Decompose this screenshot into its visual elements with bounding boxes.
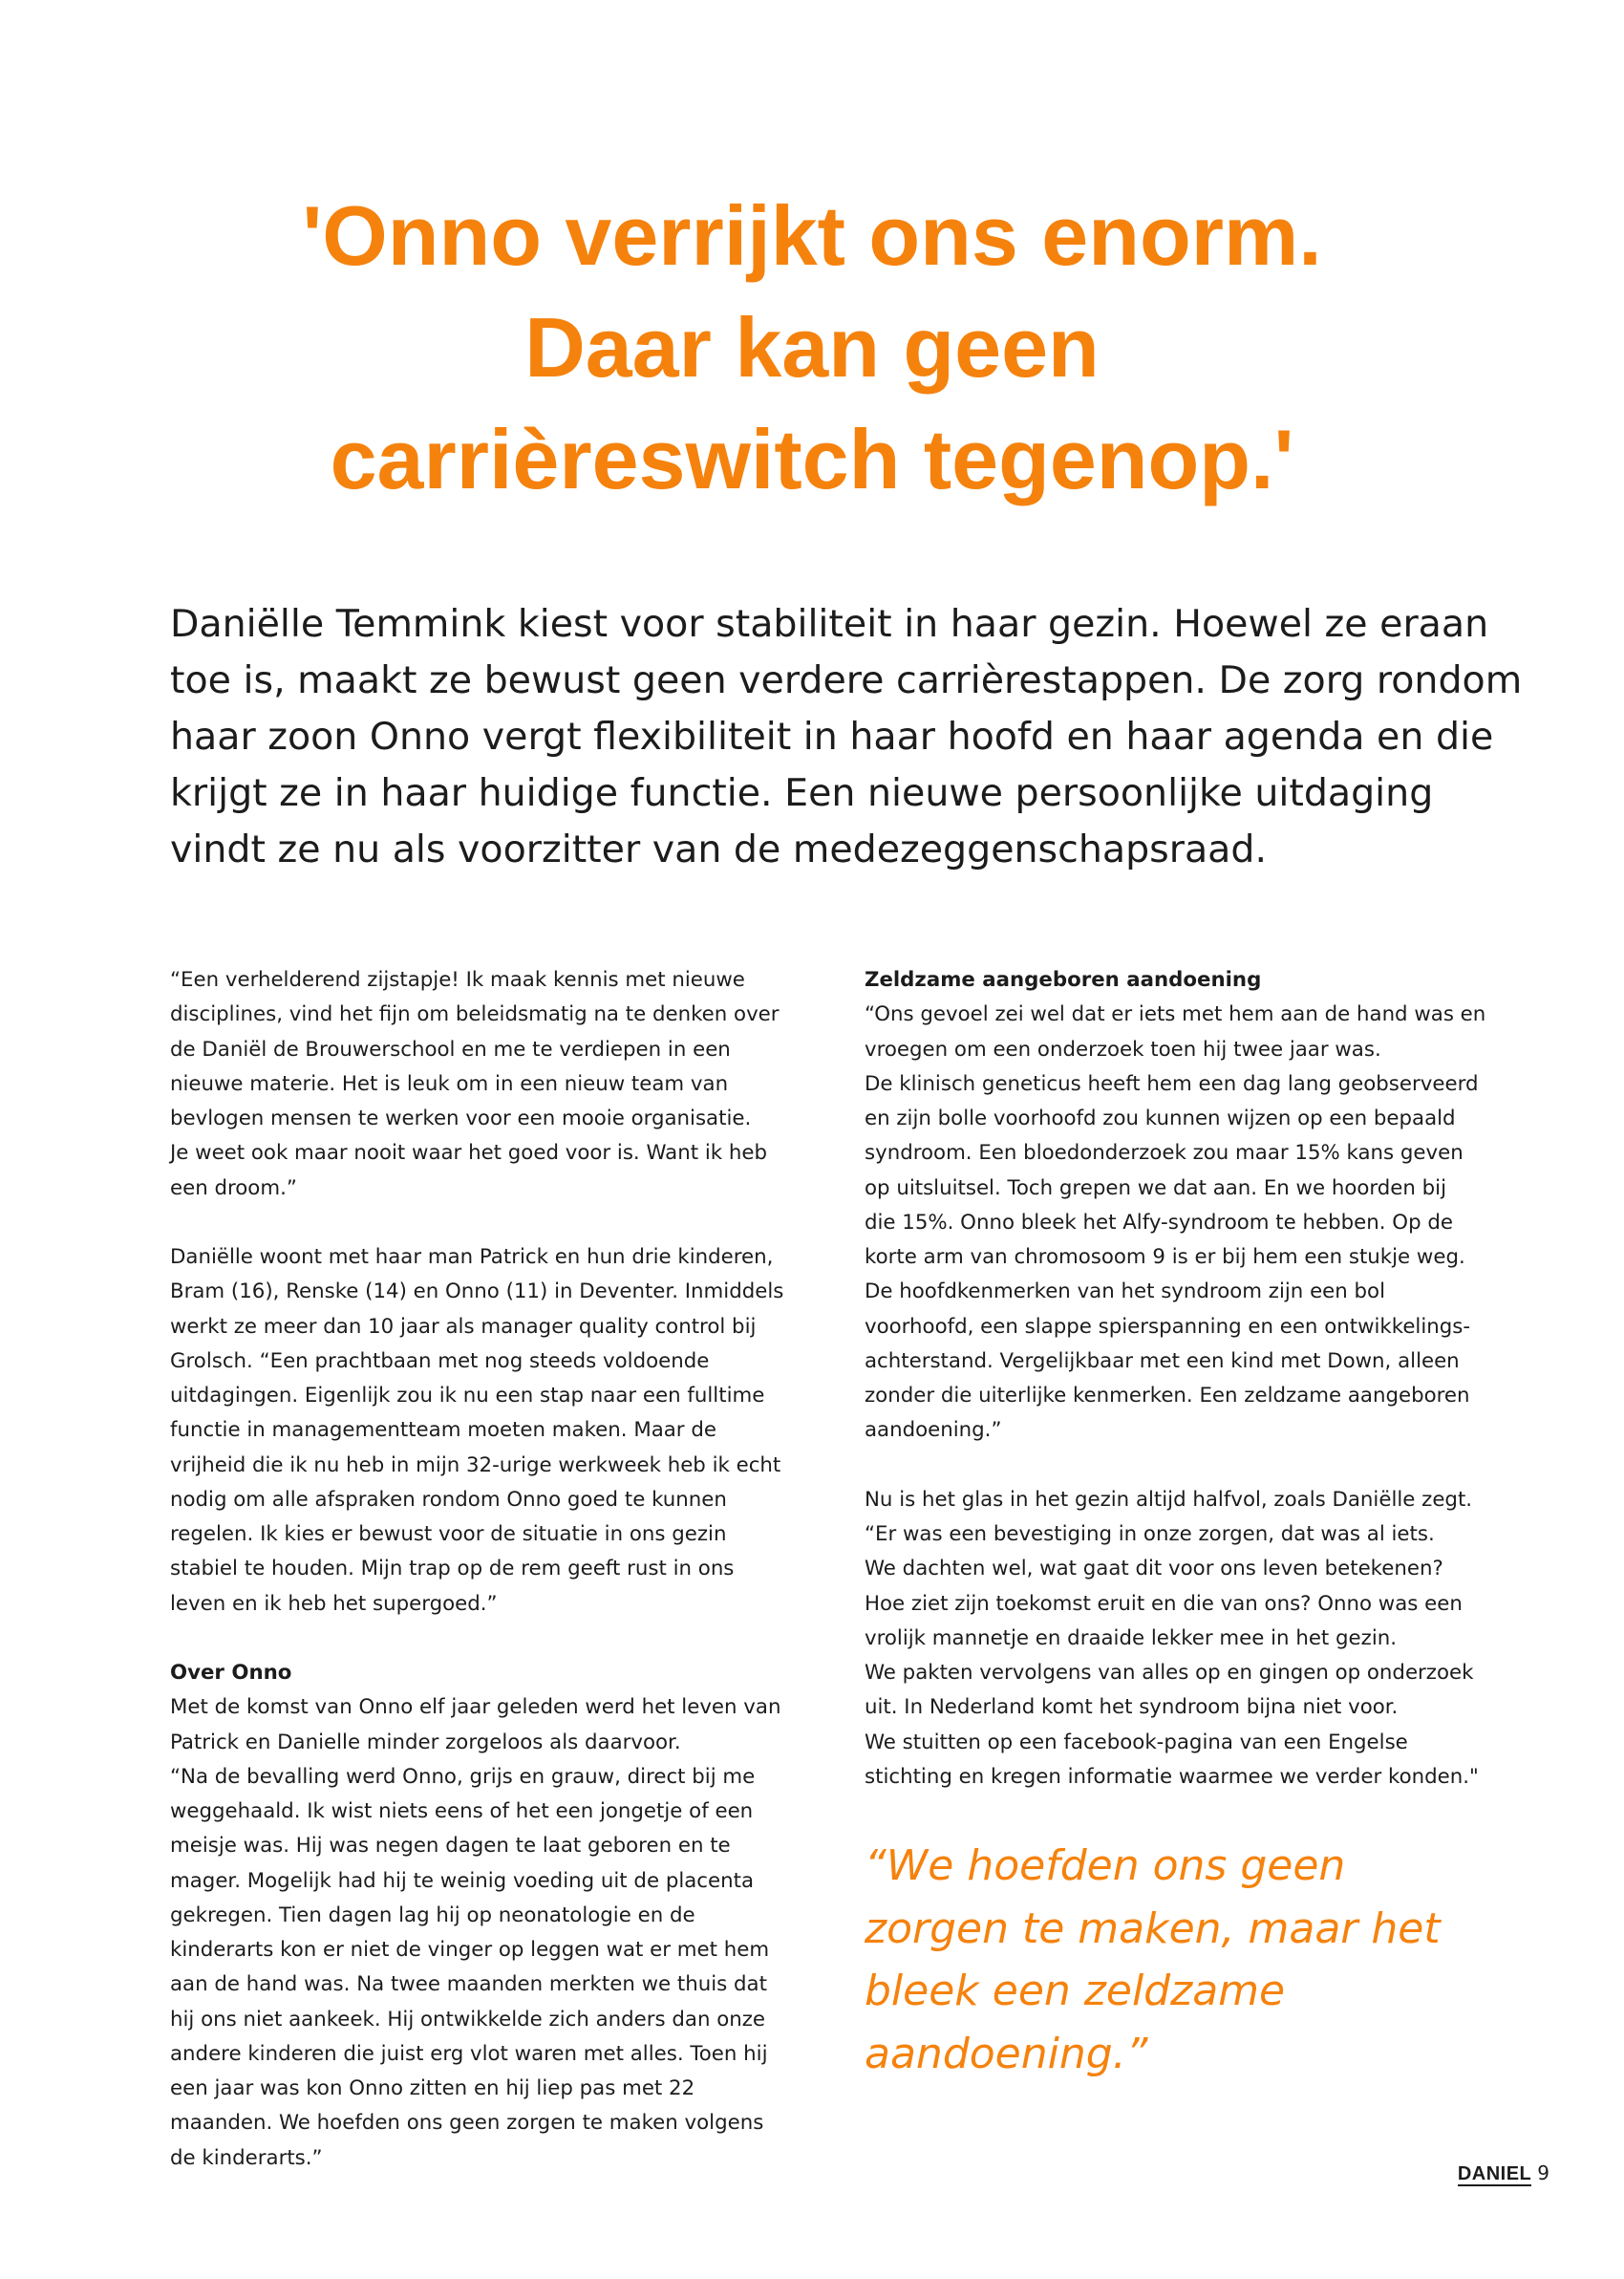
body-text-line: Daniëlle woont met haar man Patrick en hun drie kinderen, bbox=[170, 1245, 774, 1269]
body-text-line: een droom.” bbox=[170, 1175, 297, 1200]
pull-quote bbox=[865, 1835, 1485, 2085]
body-text-line: maanden. We hoefden ons geen zorgen te maken volgens bbox=[170, 2111, 764, 2136]
headline-line: carrièreswitch tegenop.' bbox=[330, 412, 1294, 506]
intro-line: krijgt ze in haar huidige functie. Een nieuwe persoonlijke uitdaging bbox=[170, 771, 1434, 815]
body-text-line: uitdagingen. Eigenlijk zou ik nu een stap naar een fulltime bbox=[170, 1384, 765, 1408]
intro-paragraph bbox=[170, 596, 1523, 878]
paragraph-gap bbox=[170, 1206, 820, 1240]
body-text-line: hij ons niet aankeek. Hij ontwikkelde zich anders dan onze bbox=[170, 2007, 766, 2032]
body-text-line: de kinderarts.” bbox=[170, 2145, 323, 2170]
body-text-line: Patrick en Danielle minder zorgeloos als daarvoor. bbox=[170, 1730, 681, 1754]
body-text-line: mager. Mogelijk had hij te weinig voeding uit de placenta bbox=[170, 1868, 755, 1893]
body-text-line: syndroom. Een bloedonderzoek zou maar 15% kans geven bbox=[865, 1141, 1464, 1166]
body-text-line: uit. In Nederland komt het syndroom bijna niet voor. bbox=[865, 1695, 1399, 1720]
body-text-line: een jaar was kon Onno zitten en hij liep pas met 22 bbox=[170, 2076, 695, 2100]
body-text-line: De klinisch geneticus heeft hem een dag lang geobserveerd bbox=[865, 1071, 1479, 1096]
body-text-line: “Ons gevoel zei wel dat er iets met hem aan de hand was en bbox=[865, 1002, 1486, 1027]
right-column bbox=[865, 963, 1514, 1795]
section-subheading: Over Onno bbox=[170, 1661, 292, 1685]
body-text-line: Hoe ziet zijn toekomst eruit en die van ons? Onno was een bbox=[865, 1591, 1463, 1616]
pull-quote-line: aandoening.” bbox=[865, 2029, 1148, 2078]
intro-line: Daniëlle Temmink kiest voor stabiliteit in haar gezin. Hoewel ze eraan bbox=[170, 602, 1489, 646]
body-text-line: korte arm van chromosoom 9 is er bij hem een stukje weg. bbox=[865, 1245, 1465, 1269]
body-text-line: Grolsch. “Een prachtbaan met nog steeds voldoende bbox=[170, 1348, 710, 1373]
body-text-line: leven en ik heb het supergoed.” bbox=[170, 1591, 498, 1616]
left-column bbox=[170, 963, 820, 2176]
body-text-line: andere kinderen die juist erg vlot waren met alles. Toen hij bbox=[170, 2041, 768, 2066]
intro-line: toe is, maakt ze bewust geen verdere carrièrestappen. De zorg rondom bbox=[170, 658, 1523, 702]
body-text-line: de Daniël de Brouwerschool en me te verdiepen in een bbox=[170, 1037, 731, 1062]
body-text-line: gekregen. Tien dagen lag hij op neonatologie en de bbox=[170, 1903, 695, 1927]
body-text-line: Bram (16), Renske (14) en Onno (11) in Deventer. Inmiddels bbox=[170, 1279, 784, 1304]
body-text-line: Nu is het glas in het gezin altijd halfvol, zoals Daniëlle zegt. bbox=[865, 1487, 1473, 1512]
body-text-line: regelen. Ik kies er bewust voor de situatie in ons gezin bbox=[170, 1522, 727, 1546]
page-footer bbox=[1458, 2161, 1549, 2185]
pull-quote-line: zorgen te maken, maar het bbox=[865, 1903, 1441, 1953]
body-text-line: We pakten vervolgens van alles op en gingen op onderzoek bbox=[865, 1661, 1474, 1685]
body-text-line: en zijn bolle voorhoofd zou kunnen wijzen op een bepaald bbox=[865, 1107, 1456, 1130]
body-text-line: We dachten wel, wat gaat dit voor ons leven betekenen? bbox=[865, 1557, 1443, 1581]
body-text-line: “Een verhelderend zijstapje! Ik maak kennis met nieuwe bbox=[170, 968, 745, 992]
magazine-brand: DANIEL bbox=[1457, 2163, 1532, 2184]
body-text-line: “Er was een bevestiging in onze zorgen, dat was al iets. bbox=[865, 1522, 1435, 1546]
body-text-line: nodig om alle afspraken rondom Onno goed te kunnen bbox=[170, 1487, 727, 1512]
body-text-line: bevlogen mensen te werken voor een mooie organisatie. bbox=[170, 1107, 752, 1130]
paragraph-gap bbox=[865, 1449, 1514, 1483]
body-text-line: De hoofdkenmerken van het syndroom zijn een bol bbox=[865, 1279, 1386, 1304]
body-text-line: kinderarts kon er niet de vinger op leggen wat er met hem bbox=[170, 1938, 770, 1962]
headline-line: Daar kan geen bbox=[524, 300, 1100, 395]
body-text-line: stabiel te houden. Mijn trap op de rem geeft rust in ons bbox=[170, 1557, 735, 1581]
body-text-line: We stuitten op een facebook-pagina van een Engelse bbox=[865, 1730, 1408, 1754]
intro-line: vindt ze nu als voorzitter van de medezeggenschapsraad. bbox=[170, 828, 1268, 871]
body-text-line: vrijheid die ik nu heb in mijn 32-urige werkweek heb ik echt bbox=[170, 1452, 781, 1477]
pull-quote-line: bleek een zeldzame bbox=[865, 1967, 1286, 2015]
body-text-line: functie in managementteam moeten maken. Maar de bbox=[170, 1418, 716, 1443]
body-text-line: nieuwe materie. Het is leuk om in een nieuw team van bbox=[170, 1071, 729, 1096]
page-number: 9 bbox=[1537, 2161, 1549, 2184]
body-text-line: op uitsluitsel. Toch grepen we dat aan. En we hoorden bij bbox=[865, 1175, 1447, 1200]
body-text-line: meisje was. Hij was negen dagen te laat geboren en te bbox=[170, 1834, 731, 1859]
body-text-line: Je weet ook maar nooit waar het goed voor is. Want ik heb bbox=[170, 1141, 767, 1166]
pull-quote-line: “We hoefden ons geen bbox=[865, 1841, 1346, 1890]
body-text-line: weggehaald. Ik wist niets eens of het een jongetje of een bbox=[170, 1799, 754, 1823]
intro-line: haar zoon Onno vergt flexibiliteit in haar hoofd en haar agenda en die bbox=[170, 715, 1494, 759]
body-text-line: aan de hand was. Na twee maanden merkten we thuis dat bbox=[170, 1972, 767, 1997]
body-text-line: Met de komst van Onno elf jaar geleden werd het leven van bbox=[170, 1695, 781, 1720]
body-text-line: aandoening.” bbox=[865, 1418, 1002, 1443]
body-text-line: vroegen om een onderzoek toen hij twee jaar was. bbox=[865, 1037, 1381, 1062]
body-text-line: stichting en kregen informatie waarmee we verder konden." bbox=[865, 1764, 1479, 1789]
body-text-line: voorhoofd, een slappe spierspanning en een ontwikkelings- bbox=[865, 1314, 1471, 1339]
body-text-line: werkt ze meer dan 10 jaar als manager quality control bij bbox=[170, 1314, 757, 1339]
body-text-line: “Na de bevalling werd Onno, grijs en grauw, direct bij me bbox=[170, 1764, 756, 1789]
body-text-line: vrolijk mannetje en draaide lekker mee in het gezin. bbox=[865, 1625, 1398, 1650]
section-subheading: Zeldzame aangeboren aandoening bbox=[865, 968, 1262, 992]
body-text-line: die 15%. Onno bleek het Alfy-syndroom te hebben. Op de bbox=[865, 1210, 1453, 1235]
headline bbox=[143, 180, 1481, 515]
body-text-line: disciplines, vind het fijn om beleidsmatig na te denken over bbox=[170, 1002, 780, 1027]
body-text-line: achterstand. Vergelijkbaar met een kind met Down, alleen bbox=[865, 1348, 1460, 1373]
body-text-line: zonder die uiterlijke kenmerken. Een zeldzame aangeboren bbox=[865, 1384, 1470, 1408]
headline-line: 'Onno verrijkt ons enorm. bbox=[302, 188, 1322, 283]
paragraph-gap bbox=[170, 1622, 820, 1656]
